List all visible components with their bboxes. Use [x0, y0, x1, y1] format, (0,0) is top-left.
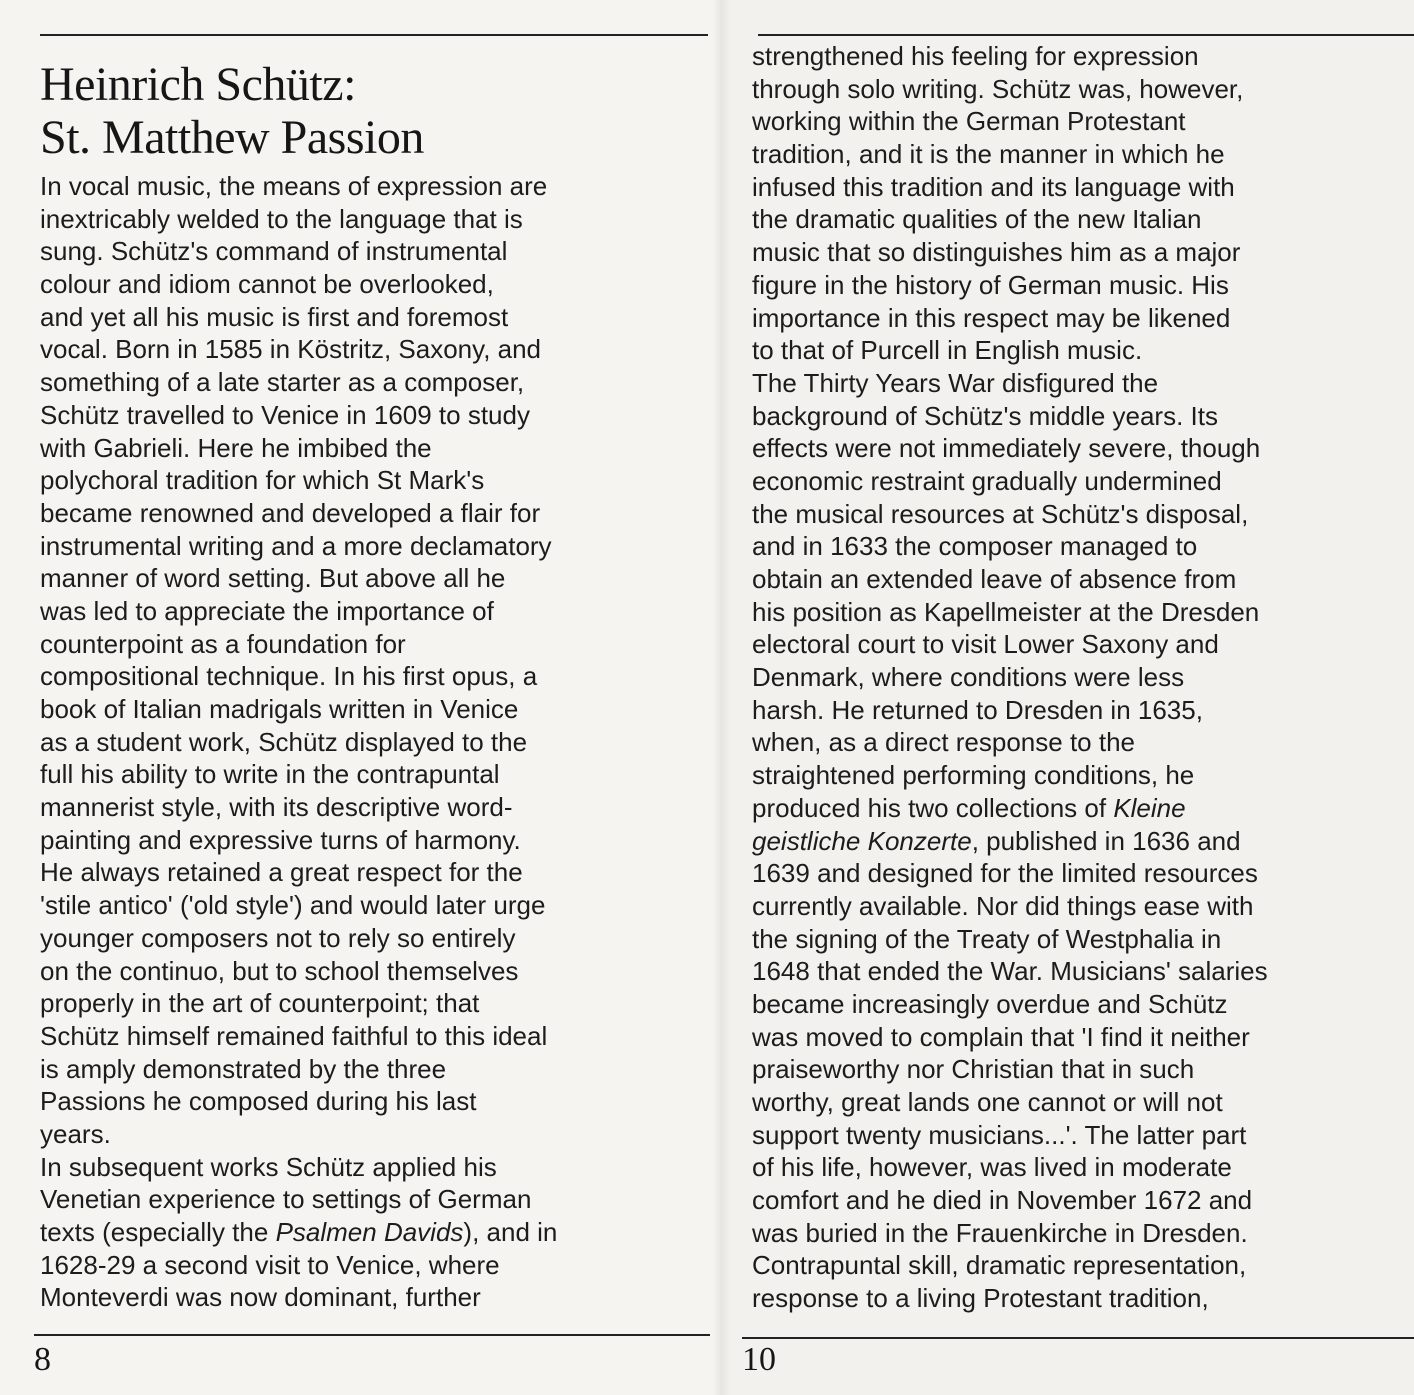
text-line	[752, 367, 1414, 400]
text-line	[40, 562, 710, 595]
text-run: counterpoint as a foundation for	[40, 628, 406, 659]
text-line	[40, 955, 710, 988]
text-line	[40, 1085, 710, 1118]
text-run: praiseworthy nor Christian that in such	[752, 1054, 1195, 1085]
text-run: the dramatic qualities of the new Italian	[752, 204, 1202, 235]
text-run: book of Italian madrigals written in Venice	[40, 694, 519, 724]
text-run: was led to appreciate the importance of	[40, 595, 494, 626]
text-run: the musical resources at Schütz's disposal,	[752, 498, 1249, 529]
text-line	[40, 758, 710, 791]
text-line	[40, 889, 710, 922]
text-run: painting and expressive turns of harmony.	[40, 824, 521, 855]
text-line	[752, 857, 1414, 890]
text-run: with Gabrieli. Here he imbibed the	[40, 432, 432, 463]
text-line	[752, 1151, 1414, 1184]
text-run: mannerist style, with its descriptive word-	[40, 792, 513, 823]
text-line	[752, 1217, 1414, 1250]
text-line	[752, 792, 1414, 825]
text-line	[40, 791, 710, 824]
text-line	[40, 432, 710, 465]
text-line	[40, 366, 710, 399]
text-run: Schütz himself remained faithful to this ideal	[40, 1020, 548, 1051]
text-line	[752, 1282, 1414, 1315]
text-line	[752, 825, 1414, 858]
text-run: instrumental writing and a more declamatory	[40, 530, 552, 561]
text-run: polychoral tradition for which St Mark's	[40, 465, 485, 496]
text-run: ), and in	[463, 1217, 558, 1247]
text-line	[752, 1021, 1414, 1054]
text-line	[752, 40, 1414, 73]
text-run: Passions he composed during his last	[40, 1086, 477, 1117]
text-line	[40, 1216, 710, 1249]
text-run: working within the German Protestant	[752, 106, 1186, 137]
text-run: years.	[40, 1118, 111, 1149]
text-run: electoral court to visit Lower Saxony and	[752, 629, 1219, 660]
text-line	[40, 628, 710, 661]
text-run: manner of word setting. But above all he	[40, 563, 506, 594]
text-run: , published in 1636 and	[971, 825, 1241, 856]
text-run: economic restraint gradually undermined	[752, 465, 1222, 496]
text-run: obtain an extended leave of absence from	[752, 564, 1237, 594]
text-run: Denmark, where conditions were less	[752, 662, 1185, 693]
text-line	[752, 269, 1414, 302]
text-run: straightened performing conditions, he	[752, 760, 1195, 791]
text-run: the signing of the Treaty of Westphalia in	[752, 923, 1222, 954]
text-run: Monteverdi was now dominant, further	[40, 1282, 481, 1313]
text-run: was moved to complain that 'I find it neither	[752, 1021, 1250, 1052]
text-line	[752, 236, 1414, 269]
text-run: when, as a direct response to the	[752, 727, 1136, 758]
text-line	[752, 1249, 1414, 1282]
text-run: properly in the art of counterpoint; that	[40, 988, 480, 1019]
text-line	[752, 890, 1414, 923]
text-line	[40, 301, 710, 334]
text-run: tradition, and it is the manner in which he	[752, 139, 1225, 170]
text-run: on the continuo, but to school themselves	[40, 955, 519, 986]
text-run: vocal. Born in 1585 in Köstritz, Saxony, and	[40, 334, 542, 365]
bottom-rule-right	[742, 1337, 1414, 1339]
text-line	[752, 1184, 1414, 1217]
text-run: In vocal music, the means of expression are	[40, 171, 548, 201]
text-line	[752, 432, 1414, 465]
text-run: Venetian experience to settings of German	[40, 1184, 532, 1215]
text-run: response to a living Protestant tradition,	[752, 1283, 1209, 1314]
text-run: In subsequent works Schütz applied his	[40, 1151, 497, 1182]
italic-title: Psalmen Davids	[275, 1217, 464, 1247]
text-run: full his ability to write in the contrapuntal	[40, 759, 500, 790]
text-run: 1628-29 a second visit to Venice, where	[40, 1249, 500, 1280]
top-rule-left	[40, 34, 708, 36]
text-run: became renowned and developed a flair for	[40, 497, 541, 528]
text-run: texts (especially the	[40, 1217, 276, 1247]
text-line	[40, 1281, 710, 1314]
text-run: produced his two collections of	[752, 792, 1114, 823]
text-line	[752, 759, 1414, 792]
page-number-left: 8	[34, 1341, 51, 1378]
text-run: through solo writing. Schütz was, however,	[752, 73, 1244, 104]
text-line	[752, 105, 1414, 138]
text-run: colour and idiom cannot be overlooked,	[40, 269, 494, 300]
text-line	[40, 333, 710, 366]
text-line	[752, 988, 1414, 1021]
text-run: as a student work, Schütz displayed to the	[40, 726, 528, 757]
text-line	[752, 955, 1414, 988]
text-run: younger composers not to rely so entirely	[40, 922, 516, 953]
text-run: was buried in the Frauenkirche in Dresden.	[752, 1217, 1248, 1248]
right-body-column	[752, 40, 1414, 1315]
text-line	[752, 628, 1414, 661]
text-run: became increasingly overdue and Schütz	[752, 988, 1228, 1019]
text-run: background of Schütz's middle years. Its	[752, 400, 1218, 431]
text-run: support twenty musicians...'. The latter part	[752, 1119, 1247, 1150]
text-run: is amply demonstrated by the three	[40, 1053, 447, 1084]
text-line	[752, 203, 1414, 236]
top-rule-right	[758, 34, 1414, 36]
text-run: comfort and he died in November 1672 and	[752, 1185, 1253, 1216]
text-line	[40, 726, 710, 759]
text-line	[40, 235, 710, 268]
text-line	[752, 1053, 1414, 1086]
text-line	[40, 1151, 710, 1184]
text-line	[40, 1249, 710, 1282]
text-run: infused this tradition and its language with	[752, 171, 1235, 202]
text-line	[40, 1053, 710, 1086]
text-run: He always retained a great respect for the	[40, 857, 523, 888]
italic-title: Kleine	[1113, 792, 1186, 823]
text-run: 1639 and designed for the limited resources	[752, 858, 1258, 889]
title-line: Heinrich Schütz:	[40, 58, 356, 111]
text-line	[752, 138, 1414, 171]
text-run: music that so distinguishes him as a major	[752, 237, 1241, 268]
text-line	[752, 596, 1414, 629]
text-line	[40, 497, 710, 530]
text-run: to that of Purcell in English music.	[752, 335, 1143, 366]
text-line	[40, 987, 710, 1020]
text-run: 'stile antico' ('old style') and would later urge	[40, 890, 546, 921]
text-line	[752, 465, 1414, 498]
text-line	[40, 1118, 710, 1151]
text-run: sung. Schütz's command of instrumental	[40, 236, 508, 267]
text-run: compositional technique. In his first opus, a	[40, 661, 538, 692]
italic-title: geistliche Konzerte	[752, 825, 972, 856]
article-title	[40, 58, 700, 164]
text-line	[752, 923, 1414, 956]
text-line	[40, 530, 710, 563]
text-line	[40, 203, 710, 236]
text-run: and yet all his music is first and foremost	[40, 301, 509, 332]
text-run: Contrapuntal skill, dramatic representation,	[752, 1250, 1247, 1281]
text-run: harsh. He returned to Dresden in 1635,	[752, 694, 1203, 725]
text-line	[752, 302, 1414, 335]
text-run: strengthened his feeling for expression	[752, 41, 1199, 71]
text-line	[752, 1086, 1414, 1119]
text-line	[40, 1020, 710, 1053]
text-line	[40, 464, 710, 497]
text-line	[40, 856, 710, 889]
page-number-right: 10	[742, 1341, 776, 1378]
text-run: his position as Kapellmeister at the Dresden	[752, 596, 1260, 627]
text-line	[40, 399, 710, 432]
text-run: currently available. Nor did things ease with	[752, 890, 1254, 921]
text-run: effects were not immediately severe, though	[752, 433, 1261, 464]
text-line	[752, 563, 1414, 596]
text-line	[40, 660, 710, 693]
text-line	[40, 693, 710, 726]
text-run: inextricably welded to the language that is	[40, 203, 523, 234]
text-line	[40, 922, 710, 955]
text-line	[752, 334, 1414, 367]
text-line	[40, 1183, 710, 1216]
text-run: 1648 that ended the War. Musicians' salaries	[752, 956, 1268, 987]
text-run: worthy, great lands one cannot or will not	[752, 1087, 1223, 1117]
left-body-column	[40, 170, 710, 1314]
text-line	[752, 73, 1414, 106]
text-line	[40, 170, 710, 203]
title-line: St. Matthew Passion	[40, 111, 424, 164]
text-run: and in 1633 the composer managed to	[752, 531, 1198, 562]
text-line	[40, 824, 710, 857]
text-line	[752, 661, 1414, 694]
text-line	[752, 1119, 1414, 1152]
text-line	[40, 268, 710, 301]
book-gutter	[712, 0, 730, 1395]
text-line	[752, 726, 1414, 759]
text-run: of his life, however, was lived in moderate	[752, 1152, 1232, 1183]
text-run: importance in this respect may be likened	[752, 302, 1231, 333]
text-line	[752, 171, 1414, 204]
text-line	[752, 400, 1414, 433]
text-line	[40, 595, 710, 628]
text-line	[752, 530, 1414, 563]
text-line	[752, 498, 1414, 531]
text-run: The Thirty Years War disfigured the	[752, 367, 1159, 398]
bottom-rule-left	[34, 1334, 710, 1336]
text-line	[752, 694, 1414, 727]
text-run: something of a late starter as a composer,	[40, 367, 525, 398]
text-run: Schütz travelled to Venice in 1609 to study	[40, 399, 530, 430]
text-run: figure in the history of German music. His	[752, 269, 1229, 300]
